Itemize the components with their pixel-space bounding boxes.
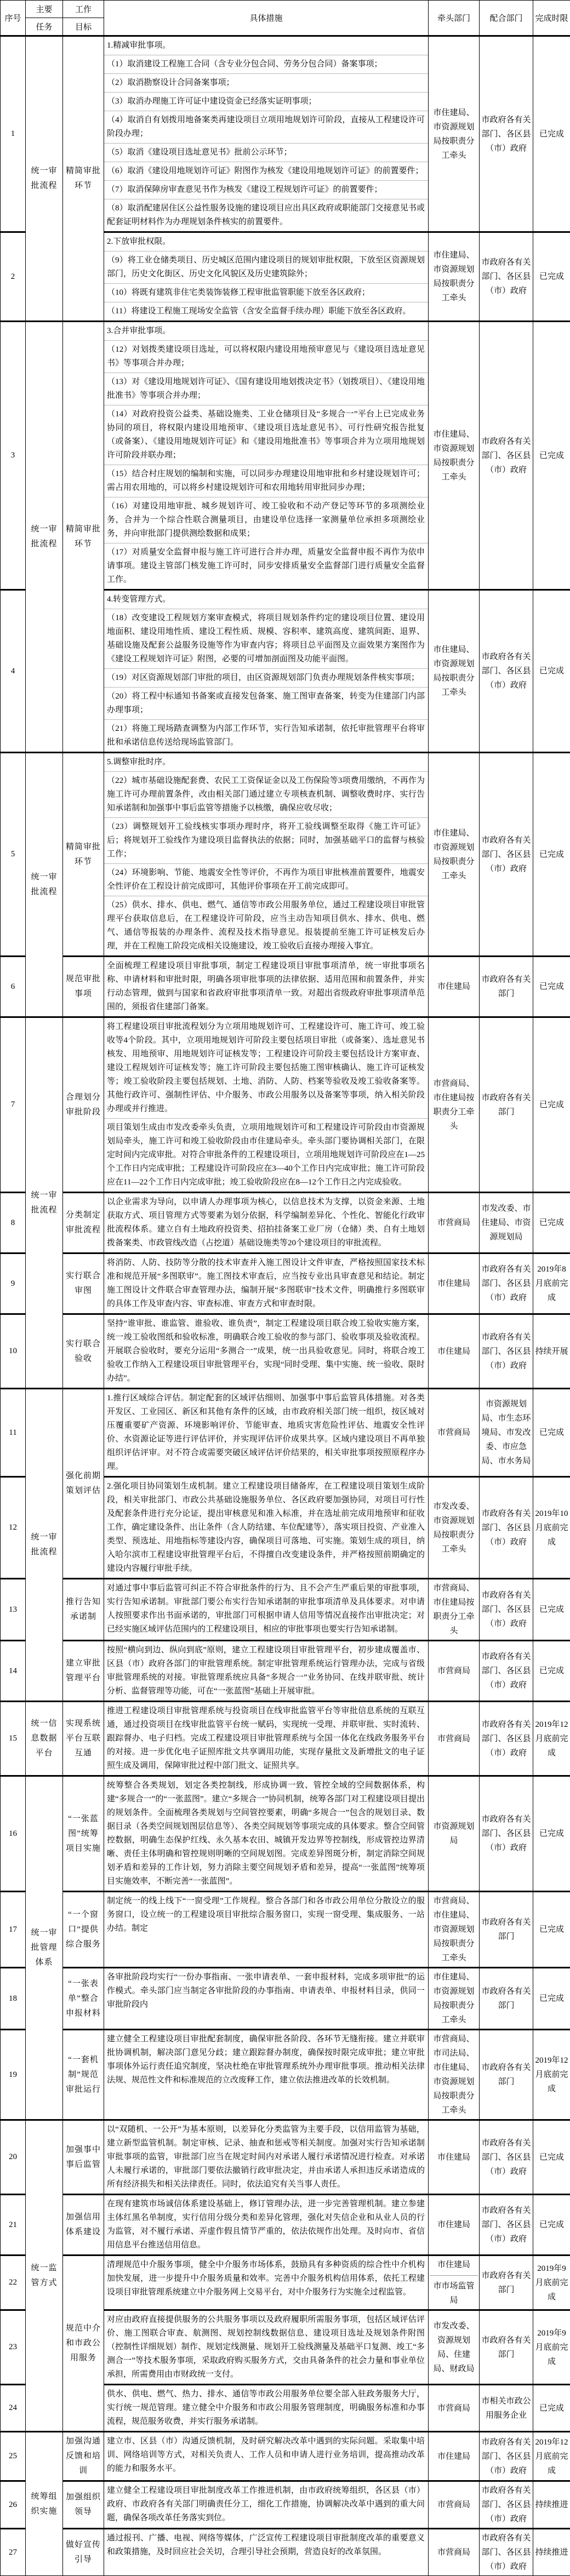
header-goal-top: 工作 [63, 1, 104, 18]
main-task-cell: 统一审批流程 [26, 1017, 63, 1389]
lead-dept-cell [429, 1253, 480, 1314]
table-row [1, 753, 570, 957]
row-number-cell: 23 [1, 2310, 26, 2385]
lead-dept-cell [429, 1017, 480, 1193]
deadline-cell: 2019年12月底前完成 [533, 1702, 570, 1776]
main-task-cell: 统一审批流程 [26, 36, 63, 322]
measure-item: （4）取消自有划拨用地备案类再建设项目立项用地规划许可阶段，直接从工程建设许可阶段办理； [104, 111, 428, 143]
measure-item: 制定统一的线上线下“一窗受理”工作规程。整合各部门和各市政公用单位分散设立的服务窗口，设立统一的工程建设项目审批综合服务窗口，实现一窗受理、集成服务、一站办结。制定 [104, 1892, 428, 1938]
table-row [1, 1193, 570, 1253]
measure-item: （21）将施工现场踏查调整为内部工作环节，实行告知承诺制，依托审批管理平台将审批和承诺信息传送给现场监管部门。 [104, 719, 428, 752]
table-row [1, 1702, 570, 1776]
lead-dept-cell [429, 957, 480, 1017]
header-goal-bottom: 目标 [63, 18, 104, 35]
measure-item: 通过报刊、广播、电视、网络等媒体，广泛宣传工程建设项目审批制度改革的重要意义和政策措施，及时回应社会关切，合理引导社会预期，营造良好的改革氛围。 [104, 2529, 428, 2561]
lead-dept-name: 市住建局、市资源规划局按职责分工牵头 [430, 643, 478, 700]
row-number-cell: 9 [1, 1253, 26, 1314]
main-task-cell: 统一审批流程 [26, 753, 63, 1017]
goal-cell: “一套机制”规范审批运行 [63, 2030, 104, 2120]
deadline-cell: 已完成 [533, 322, 570, 590]
header-main-task-top: 主要 [26, 1, 62, 18]
lead-dept-cell [429, 1776, 480, 1892]
goal-cell: 做好宣传引导 [63, 2529, 104, 2576]
main-task-cell: 统一审批管理体系 [26, 1776, 63, 2120]
table-row [1, 2256, 570, 2310]
measures-cell [104, 1193, 429, 1253]
support-dept-cell: 市政府各有关部门、各区县（市）政府 [480, 753, 533, 957]
header-deadline: 完成时限 [533, 1, 570, 36]
row-number-cell: 7 [1, 1017, 26, 1193]
lead-dept-name: 市住建局、市资源规划局按职责分工牵头 [430, 826, 478, 883]
measures-cell [104, 2481, 429, 2529]
measure-item: （7）取消保障房审查意见书作为核发《建设工程规划许可证》的前置要件； [104, 180, 428, 199]
header-main-task [26, 1, 63, 36]
measure-item: 项目策划生成由市发改委牵头负责，立项用地规划许可和工程建设许可阶段由市资源规划局牵头，施工许可和竣工验收阶段由市住建局牵头。牵头部门要协调相关部门，在限定时间内完成审批。对符合审批条件的工程建设项目，立项用地规划许可阶段应在1—25个工作日内完成审批；工程建设许可阶段应在3—40个工作日内完成审批；施工许可阶段应在11—22个工作日内完成审批；竣工验收阶段应在8—12个工作日之内完成验收。 [104, 1118, 428, 1192]
table-row [1, 2481, 570, 2529]
lead-dept-name: 市营商局 [430, 1426, 478, 1440]
lead-dept-cell [429, 2385, 480, 2432]
support-dept-cell: 市政府各有关部门 [480, 1017, 533, 1193]
measure-item: （20）将工程中标通知书备案或直接发包备案、施工图审查备案，转变为住建部门内部办理事项； [104, 687, 428, 719]
lead-dept-cell [429, 2529, 480, 2576]
goal-cell: 精简审批环节 [63, 36, 104, 322]
deadline-cell: 持续推进 [533, 2529, 570, 2576]
lead-dept-cell [429, 2030, 480, 2120]
row-number-cell: 21 [1, 2195, 26, 2256]
lead-dept-name: 市营商局 [430, 2498, 478, 2512]
measures-cell [104, 232, 429, 322]
measure-item: （25）供水、排水、供电、燃气、通信等市政公用服务单位，通过工程建设项目审批管理平台获取信息后，在工程建设许可阶段，应当主动告知项目供水、排水、供电、燃气、通信等报装的办理条件、流程及技术指导意见。报装提前至施工许可证核发后办理，并在工程施工阶段完成相关设施建设，竣工验收后直接办理接入事宜。 [104, 896, 428, 955]
measure-item: 供水、供电、燃气、热力、排水、通信等市政公用服务单位要全部入驻政务服务大厅，实行统一规范管理。建立健全中介服务和市政公用服务管理制度，明确服务标准和办事流程，规范服务收费，并实行服务承诺制。 [104, 2385, 428, 2431]
main-task-cell: 统筹组织实施 [26, 2432, 63, 2576]
lead-dept-cell [429, 2120, 480, 2195]
support-dept-cell: 市政府各有关部门、各区县（市）政府 [480, 1776, 533, 1892]
support-dept-cell: 市资源规划局、市生态环境局、市发改委、市应急局、市水务局 [480, 1389, 533, 1477]
goal-cell: 加强沟通反馈和培训 [63, 2432, 104, 2481]
measure-item: 1.推行区域综合评估。制定配套的区域评估细则、加强事中事后监管具体措施。对各类开发区、工业园区、新区和其他有条件的区域，由市政府相关部门统一组织，按区域对压覆重要矿产资源、环境影响评价、节能审查、地质灾害危险性评估、地震安全性评价、水资源论证等进行评估评价，并实现评估评价成果共享。区域内建设项目不再单独组织评估评审。对不符合或需要突破区域评估评价结果的，相关审批事项按照原程序办理。 [104, 1389, 428, 1476]
goal-cell: 实行联合验收 [63, 1314, 104, 1389]
measure-item: 3.合并审批事项。 [104, 322, 428, 340]
measures-cell [104, 2195, 429, 2256]
lead-dept-cell [429, 1477, 480, 1579]
goal-cell: 实现系统平台互联互通 [63, 1702, 104, 1776]
support-dept-cell: 市政府各有关部门、各区县（市）政府 [480, 322, 533, 590]
goal-cell: 建立审批管理平台 [63, 1641, 104, 1702]
lead-dept-cell [429, 2310, 480, 2385]
main-task-cell: 统一监管方式 [26, 2120, 63, 2432]
goal-cell: 加强信用体系建设 [63, 2195, 104, 2256]
deadline-cell: 2019年12月底前完成 [533, 2030, 570, 2120]
table-row [1, 1017, 570, 1193]
support-dept-cell: 市政府各有关部门、各区县（市）政府 [480, 232, 533, 322]
goal-cell: 规范审批事项 [63, 957, 104, 1017]
measure-item: （8）取消配建居住区公益性服务设施的建设项目应出具区政府或职能部门交接意见书或配套证明材料作为办理规划条件核实的前置要件。 [104, 199, 428, 231]
goal-cell: 强化前期策划评估 [63, 1389, 104, 1579]
support-dept-cell: 市政府各有关部门、各区县（市）政府 [480, 590, 533, 753]
lead-dept-name: 市营商局、市住建局按职责分工牵头 [430, 1581, 478, 1638]
support-dept-cell: 市政府各有关部门、各区县（市）政府 [480, 2481, 533, 2529]
deadline-cell: 2019年9月底前完成 [533, 2310, 570, 2385]
lead-dept-cell [429, 36, 480, 232]
lead-dept-name: 市住建局 [430, 2258, 478, 2272]
lead-dept-cell [429, 2195, 480, 2256]
header-goal [63, 1, 104, 36]
lead-dept-cell [429, 1193, 480, 1253]
table-row [1, 1253, 570, 1314]
measure-item: 坚持“谁审批、谁监管、谁验收、谁负责”，制定工程建设项目联合竣工验收实施方案，统一竣工验收图纸和验收标准，明确联合竣工验收的参与部门、验收事项及验收流程。开展联合验收时，要充分运用“多测合一”成果，统一出具验收意见。同时，将联合竣工验收工作纳入工程建设项目审批管理平台，实现“同时受理、集中实施、统一验收、限时办结”。 [104, 1315, 428, 1388]
lead-dept-name: 市住建局 [430, 1276, 478, 1291]
table-row [1, 1641, 570, 1702]
support-dept-cell: 市政府各有关部门、各区县（市）政府 [480, 1314, 533, 1389]
measure-item: 对应由政府直接提供服务的公共服务事项以及政府履职所需服务事项，包括区域评估评价、施工图联合审查、航测图、规划控制线数据信息、建设项目选址及规划条件附图（控制性详细规划）制作、规划定线测量、规划开工验线测量及基础平口复测、竣工“多测合一”等技术服务事项，采取政府购买服务方式，交由具备条件的社会力量和事业单位承担，所需费用由市财政统一支付。 [104, 2311, 428, 2384]
measures-cell [104, 1776, 429, 1892]
measure-item: （18）改变建设工程规划方案审查模式，将项目规划条件约定的建设项目位置、建设用地面积、建设用地性质、建设工程性质、规模、容积率、建筑高度、建筑间距、退界、基础设施及配套公益服务设施等作为审查内容；将项目总平面图及立面效果方案图作为《建设工程规划许可证》附图，必要的可增加剖面图及功能平面图。 [104, 609, 428, 668]
deadline-cell: 已完成 [533, 753, 570, 957]
row-number-cell: 24 [1, 2385, 26, 2432]
lead-dept-name: 市营商局 [430, 2545, 478, 2560]
table-row [1, 2030, 570, 2120]
table-row [1, 36, 570, 232]
goal-cell: “一张表单”整合申报材料 [63, 1968, 104, 2030]
goal-cell: 实行联合审图 [63, 1253, 104, 1314]
deadline-cell: 2019年10月底前完成 [533, 1477, 570, 1579]
goal-cell: 分类制定审批流程 [63, 1193, 104, 1253]
measure-item: 以“双随机、一公开”为基本原则，以差异化分类监管为主要手段，以信用监管为基础，建立新型监管机制。制定审核、记录、抽查和惩戒等相关制度。加强对实行告知承诺制审批事项的监管，审批部门应当在规定时间内对承诺人履行承诺情况进行检查。对承诺人未履行承诺的，审批部门要依法撤销行政审批决定，并由承诺人承担违反承诺造成的所有经济损失和相关法律责任。同时，依法追究有关当事人责任。 [104, 2121, 428, 2194]
row-number-cell: 3 [1, 322, 26, 590]
measure-item: 清理规范中介服务事项，健全中介服务市场体系，鼓励具有多种资质的综合性中介机构加快发展，进一步提升中介服务质量和效率。完善中介服务机构信用体系，依托工程建设项目审批管理系统建立中介服务网上交易平台，对中介服务行为实施全过程监管。 [104, 2256, 428, 2302]
measures-cell [104, 2432, 429, 2481]
deadline-cell: 已完成 [533, 1017, 570, 1193]
measure-item: 统筹整合各类规划，划定各类控制线，形成协调一致、管控全域的空间数据体系，构建“多规合一”的“一张蓝图”。建立“多规合一”协同机制，统筹各部门对工程建设项目提出的规划条件。全面梳理各类规划与空间管控要素，明确“多规合一”包含的规划目录、数据目录（各类空间规划图层信息等）、各类空间规划等事项完成的具体要求。整合空间管控数据，明确生态保护红线、永久基本农田、城镇开发边界等控制线，形成管控边界清晰、责任主体明确和管控规则明晰的空间规划图。完成差异图斑分析，制定消除空间规划矛盾和差异的工作计划，努力消除主要空间规划矛盾和差异，提高“一张蓝图”统筹项目实施效率，不断完善“一张蓝图”。 [104, 1777, 428, 1891]
lead-dept-name: 市住建局 [430, 1344, 478, 1359]
support-dept-cell: 市政府各有关部门、各区县（市）政府 [480, 1641, 533, 1702]
measure-item: （14）对政府投资公益类、基础设施类、工业仓储项目及“多规合一”平台上已完成业务协同的项目，将权限内建设用地预审、《建设项目选址意见书》、可行性研究报告批复（或备案）、《建设用地规划许可证》和《建设用地批准书》等事项合并为立项用地规划许可阶段并联办理； [104, 405, 428, 465]
lead-dept-cell [429, 1892, 480, 1968]
row-number-cell: 5 [1, 753, 26, 957]
deadline-cell: 已完成 [533, 2120, 570, 2195]
measures-cell [104, 36, 429, 232]
row-number-cell: 26 [1, 2481, 26, 2529]
table-row [1, 2195, 570, 2256]
measures-cell [104, 753, 429, 957]
deadline-cell: 已完成 [533, 2195, 570, 2256]
header-no: 序号 [1, 1, 26, 36]
support-dept-cell: 市政府各有关部门、各区县（市）政府 [480, 1702, 533, 1776]
row-number-cell: 17 [1, 1892, 26, 1968]
lead-dept-name: 市住建局 [430, 2218, 478, 2232]
measures-cell [104, 2310, 429, 2385]
table-row [1, 1579, 570, 1641]
row-number-cell: 16 [1, 1776, 26, 1892]
lead-dept-cell [429, 753, 480, 957]
row-number-cell: 14 [1, 1641, 26, 1702]
row-number-cell: 4 [1, 590, 26, 753]
measures-cell [104, 2385, 429, 2432]
deadline-cell: 已完成 [533, 590, 570, 753]
row-number-cell: 12 [1, 1477, 26, 1579]
measures-cell [104, 1702, 429, 1776]
measure-item: 将工程建设项目审批流程划分为立项用地规划许可、工程建设许可、施工许可、竣工验收等4个阶段。其中，立项用地规划许可阶段主要包括项目审批（或备案）、选址意见书核发、用地预审、用地规划许可证核发等；工程建设许可阶段主要包括设计方案审查、建设工程规划许可证核发等；施工许可阶段主要包括施工图审核确认、施工许可证核发等；竣工验收阶段主要包括规划、土地、消防、人防、档案等验收及竣工验收备案等。其他行政许可、强制性评估、中介服务、市政公用服务以及备案等事项，纳入相关阶段办理或并行推进。 [104, 1018, 428, 1118]
measures-cell [104, 2529, 429, 2576]
support-dept-cell: 市政府各有关部门、各区县（市）政府 [480, 36, 533, 232]
measure-item: 推进工程建设项目审批管理系统与投资项目在线审批监管平台等审批信息系统的互联互通，通过投资项目在线审批监管平台统一赋码，实现统一受理、并联审批、实时流转、跟踪督办、电子归档。完成工程建设项目审批管理系统与全国一体化在线政务服务平台的对接。进一步优化电子证照库批文共享调用功能，实现存量批文及新增批文的电子证照生成及调用，保障审批过程中部门批文、证照共享。 [104, 1702, 428, 1775]
deadline-cell: 持续推进 [533, 2481, 570, 2529]
row-number-cell: 11 [1, 1389, 26, 1477]
measure-item: （17）对质量安全监督申报与施工许可进行合并办理，质量安全监督申报不再作为依申请事项。建设主管部门核发施工许可时，同步安排质量安全监督部门进行质量安全监督工作。 [104, 543, 428, 589]
row-number-cell: 27 [1, 2529, 26, 2576]
measures-cell [104, 2030, 429, 2120]
lead-dept-name: 市营商局、市住建局按职责分工牵头 [430, 1077, 478, 1134]
deadline-cell: 已完成 [533, 1579, 570, 1641]
support-dept-cell: 市政府各有关部门、各区县（市）政府 [480, 2120, 533, 2195]
lead-dept-name: 市住建局、市资源规划局按职责分工牵头 [430, 427, 478, 484]
deadline-cell: 已完成 [533, 1892, 570, 1968]
lead-dept-cell [429, 322, 480, 590]
measure-item: （13）对《建设用地规划许可证》、《国有建设用地划拨决定书》（划拨项目）、《建设用地批准书》等事项合并办理； [104, 373, 428, 405]
support-dept-cell: 市政府各有关部门 [480, 1892, 533, 1968]
deadline-cell: 已完成 [533, 2385, 570, 2432]
measures-cell [104, 1579, 429, 1641]
lead-dept-name: 市市场监管局 [430, 2275, 478, 2308]
measure-item: （9）将工业仓储类项目、历史城区范围内建设项目的规划审批权限，下放至区资源规划部门，历史文化街区、历史文化风貌区及历史建筑除外； [104, 251, 428, 283]
measure-item: （19）对区资源规划部门审批的项目，由区资源规划部门负责办理规划条件核实事项； [104, 668, 428, 687]
goal-cell: “一张蓝图”统筹项目实施 [63, 1776, 104, 1892]
row-number-cell: 20 [1, 2120, 26, 2195]
support-dept-cell: 市政府各有关部门、各区县（市）政府 [480, 2195, 533, 2256]
row-number-cell: 15 [1, 1702, 26, 1776]
support-dept-cell: 市政府各有关部门 [480, 2030, 533, 2120]
lead-dept-name: 市住建局、市资源规划局按职责分工牵头 [430, 1970, 478, 2027]
measure-item: 2.下放审批权限。 [104, 233, 428, 251]
measures-cell [104, 2120, 429, 2195]
measure-item: 4.转变管理方式。 [104, 591, 428, 609]
lead-dept-cell [429, 1968, 480, 2030]
measures-cell [104, 1477, 429, 1579]
table-row [1, 1892, 570, 1968]
support-dept-cell: 市政府各有关部门 [480, 957, 533, 1017]
measure-item: 2.强化项目协同策划生成机制。建立工程建设项目储备库，在工程建设项目策划生成阶段，相关审批部门、市政公共基础设施服务单位、各区政府要加强协同，对项目可行性及配套条件进行充分论证，提出审核意见和准入标准，并在选址前完成用地预审和征收工作，确定建设条件、出让条件（含人防结建、车位配建等），落实项目投资、产业准入类型、预选址、用地指标等建设内容，确保项目可落地、可实施。策划生成的项目，纳入哈尔滨市工程建设审批管理平台后，不得擅自改变建设条件，并严格按照前期确定的建设内容履行审批手续。 [104, 1478, 428, 1578]
support-dept-cell: 市相关市政公用服务企业 [480, 2385, 533, 2432]
row-number-cell: 10 [1, 1314, 26, 1389]
header-main-task-bottom: 任务 [26, 18, 62, 35]
support-dept-cell: 市政府各有关部门 [480, 1968, 533, 2030]
measure-item: （16）对建设用地审批、城乡规划许可、竣工验收和不动产登记等环节的多项测绘业务，合并为一个综合性联合测量项目，由建设单位选择一家测量单位承担多项测绘业务，并向审批部门提供测绘数据和成果； [104, 497, 428, 543]
lead-dept-cell [429, 1579, 480, 1641]
deadline-cell: 已完成 [533, 1776, 570, 1892]
lead-dept-name: 市发改委、市资源规划局按职责分工牵头 [430, 1499, 478, 1556]
lead-dept-name: 市营商局、市住建局、市资源规划局按职责分工牵头 [430, 1894, 478, 1965]
row-number-cell: 25 [1, 2432, 26, 2481]
table-row [1, 322, 570, 590]
goal-cell: “一个窗口”提供综合服务 [63, 1892, 104, 1968]
row-number-cell: 2 [1, 232, 26, 322]
goal-cell: 合理划分审批阶段 [63, 1017, 104, 1193]
measure-item: （3）取消办理施工许可证中建设资金已经落实证明事项； [104, 92, 428, 111]
lead-dept-cell [429, 590, 480, 753]
table-row [1, 1314, 570, 1389]
measure-item: 建立健全工程建设项目审批配套制度，确保审批各阶段、各环节无缝衔接。建立并联审批协调机制，解决部门意见分歧；建立跟踪督办制度，确保按时限完成审批；建立审批事项体外运行责任追究制度，坚决杜绝在审批管理系统外办理审批事项。推动相关法律法规、规范性文件和标准规范的立改废释工作，建立依法推进改革的长效机制。 [104, 2030, 428, 2090]
deadline-cell: 已完成 [533, 232, 570, 322]
lead-dept-cell [429, 2432, 480, 2481]
row-number-cell: 8 [1, 1193, 26, 1253]
deadline-cell: 2019年8月底前完成 [533, 1253, 570, 1314]
lead-dept-cell [429, 2481, 480, 2529]
lead-dept-cell [429, 1702, 480, 1776]
deadline-cell: 已完成 [533, 1193, 570, 1253]
measure-item: 各审批阶段均实行“一份办事指南、一张申请表单、一套申报材料，完成多项审批”的运作模式。牵头部门应当制定各审批阶段的办事指南、申请表单、申报材料目录，供同一审批阶段内 [104, 1968, 428, 2014]
measures-cell [104, 1314, 429, 1389]
measure-item: （24）环境影响、节能、地震安全性等评价，不再作为项目审批核准前置要件，地震安全性评价在工程设计前完成即可，其他评价事项在开工前完成即可。 [104, 863, 428, 896]
row-number-cell: 6 [1, 957, 26, 1017]
deadline-cell: 已完成 [533, 1968, 570, 2030]
measure-item: 将消防、人防、技防等分散的技术审查并入施工图设计文件审查，严格按照国家技术标准和规范开展“多图联审”。施工图技术审查后，应当按专业出具审查意见和结论。制定施工图设计文件联合审查管理办法，编制开展“多图联审”技术文件，明确推行多图联审的具体工作及审查内容、审查标准、审查方式和审查时限。 [104, 1254, 428, 1313]
table-row [1, 957, 570, 1017]
row-number-cell: 18 [1, 1968, 26, 2030]
lead-dept-name: 市住建局 [430, 980, 478, 994]
measures-cell [104, 2256, 429, 2310]
support-dept-cell: 市政府各有关部门 [480, 2256, 533, 2310]
measures-cell [104, 590, 429, 753]
row-number-cell: 19 [1, 2030, 26, 2120]
measures-cell [104, 1968, 429, 2030]
lead-dept-name: 市住建局 [430, 2150, 478, 2165]
measures-cell [104, 1892, 429, 1968]
lead-dept-name: 市营商局、市司法局、市住建局、市资源规划局按职责分工牵头 [430, 2032, 478, 2117]
measures-cell [104, 957, 429, 1017]
measure-item: （5）取消《建设项目选址意见书》批前公示环节； [104, 143, 428, 162]
measures-cell [104, 1641, 429, 1702]
measure-item: 对通过事中事后监管可纠正不符合审批条件的行为、且不会产生严重后果的审批事项，实行告知承诺制。审批部门要公布实行告知承诺制的审批事项清单及具体要求。对申请人按照要求作出书面承诺的，审批部门可根据申请人信用等情况直接作出审批决定；对已经实施区域评估范围内的工程建设项目，相应的审批事项也要实行告知承诺制。 [104, 1579, 428, 1639]
row-number-cell: 1 [1, 36, 26, 232]
measure-item: （22）城市基础设施配套费、农民工工资保证金以及工伤保险等3项费用缴纳，不再作为施工许可办理前置条件，改由相关部门通过建立专项核查机制、调整收费时序、实行告知承诺制和加强事中事后监管等措施予以核缴，确保应收尽收； [104, 771, 428, 817]
row-number-cell: 22 [1, 2256, 26, 2310]
goal-cell: 加强组织领导 [63, 2481, 104, 2529]
goal-cell: 精简审批环节 [63, 322, 104, 753]
measure-item: （15）结合村庄规划的编制和实施，可以同步办理建设用地审批和乡村建设规划许可；需占用农用地的，可以将乡村建设规划许可和农用地转用审批同步办理； [104, 465, 428, 497]
deadline-cell: 2019年12月底前完成 [533, 2432, 570, 2481]
table-row [1, 1776, 570, 1892]
measure-item: （6）取消《建设用地规划许可证》附图作为核发《建设用地规划许可证》的前置要件； [104, 162, 428, 180]
support-dept-cell: 市政府各有关部门、各区县（市）政府 [480, 1477, 533, 1579]
support-dept-cell: 市政府各有关部门、各区县（市）政府 [480, 1253, 533, 1314]
measure-item: 按照“横向到边、纵向到底”原则，建立工程建设项目审批管理平台，初步建成覆盖市、区县（市）政府各部门的审批管理系统。制定审批管理系统运行管理办法，完成与省级审批管理系统的对接。审批管理系统应具备“多规合一”业务协同、在线并联审批、统计分析、监督管理等功能，可在“一张蓝图”基础上开展审批。 [104, 1641, 428, 1701]
support-dept-cell: 市政府各有关部门、各区县（市）政府 [480, 2432, 533, 2481]
lead-dept-name: 市住建局、市资源规划局按职责分工牵头 [430, 248, 478, 305]
main-task-cell: 统一审批流程 [26, 322, 63, 753]
measure-item: 建立市、区县（市）沟通反馈机制，及时研究解决改革中遇到的实际问题。采取集中培训、网络培训等方式，对相关负责人、工作人员和申请人进行业务培训，提高推动改革的能力和服务水平。 [104, 2432, 428, 2478]
header-row [1, 1, 570, 36]
lead-dept-name: 市住建局 [430, 2449, 478, 2464]
measure-item: 以企业需求为导向，以申请人办理事项为核心，以信息技术为支撑，以资金来源、土地获取方式、项目管理方式等要素为划分依据，科学编制差异化、个性化、智能化行政审批流程体系。建立自有土地政府投资类、招拍挂备案工业厂房（仓储）类、自有土地划拨备案类、市政管线改造（占挖道）基础设施类等20个建设项目的审批流程。 [104, 1193, 428, 1252]
table-row [1, 1968, 570, 2030]
goal-cell: 规范中介和市政公用服务 [63, 2256, 104, 2432]
support-dept-cell: 市政府各有关部门 [480, 2310, 533, 2385]
support-dept-cell: 市发改委、市住建局、市资源规划局 [480, 1193, 533, 1253]
lead-dept-name: 市住建局、市资源规划局按职责分工牵头 [430, 106, 478, 163]
lead-dept-cell [429, 1389, 480, 1477]
measure-item: （11）将建设工程施工现场安全监管（含安全监督手续办理）职能下放至各区政府。 [104, 302, 428, 320]
measure-item: 全面梳理工程建设项目审批事项，制定工程建设项目审批事项清单，统一审批事项名称、申请材料和审批时限，明确各项审批事项的法律依据、适用范围和前置条件，并实行动态管理，做到与国家和省政府审批事项清单一致。对超出省级政府审批事项清单范围的，须报省住建部门备案。 [104, 957, 428, 1016]
header-lead-dept: 牵头部门 [429, 1, 480, 36]
goal-cell: 推行告知承诺制 [63, 1579, 104, 1641]
lead-dept-name: 市资源规划局 [430, 1819, 478, 1848]
measure-item: （10）将既有建筑非住宅类装饰装修工程审批监管职能下放至各区政府； [104, 283, 428, 302]
main-task-cell: 统一信息数据平台 [26, 1702, 63, 1776]
deadline-cell: 已完成 [533, 1389, 570, 1477]
support-dept-cell: 市政府各有关部门、各区县（市）政府 [480, 2529, 533, 2576]
deadline-cell: 持续开展 [533, 1314, 570, 1389]
deadline-cell: 已完成 [533, 36, 570, 232]
measure-item: （12）对划拨类建设项目选址，可以将权限内建设用地预审意见与《建设项目选址意见书》等事项合并办理； [104, 340, 428, 373]
measure-item: 1.精减审批事项。 [104, 37, 428, 55]
goal-cell: 加强事中事后监管 [63, 2120, 104, 2195]
goal-cell: 精简审批环节 [63, 753, 104, 957]
deadline-cell: 已完成 [533, 957, 570, 1017]
main-task-cell: 统一审批流程 [26, 1389, 63, 1702]
lead-dept-cell [429, 232, 480, 322]
deadline-cell: 已完成 [533, 1641, 570, 1702]
measure-item: （2）取消勘察设计合同备案事项； [104, 73, 428, 92]
lead-dept-name: 市营商局 [430, 2401, 478, 2415]
measure-item: 在现有建筑市场诚信体系建设基础上，修订管理办法，进一步完善管理机制。建立参建主体红黑名单制度，实行信用分级分类和差异化管理，强化对失信企业和从业人员的行为监管，对不履行承诺、弄虚作假且情节严重的，依法依规作出处理。及时向市、省信用信息平台推送信用信息。 [104, 2195, 428, 2254]
lead-dept-cell [429, 1314, 480, 1389]
measures-cell [104, 1389, 429, 1477]
lead-dept-name: 市营商局 [430, 1732, 478, 1746]
measure-item: 5.调整审批时序。 [104, 753, 428, 771]
header-support-dept: 配合部门 [480, 1, 533, 36]
measures-cell [104, 322, 429, 590]
table-body [1, 36, 570, 2576]
table-row [1, 2120, 570, 2195]
header-measures: 具体措施 [104, 1, 429, 36]
measures-cell [104, 1017, 429, 1193]
lead-dept-cell [429, 1641, 480, 1702]
table-row [1, 1389, 570, 1477]
deadline-cell: 2019年9月底前完成 [533, 2256, 570, 2310]
measures-cell [104, 1253, 429, 1314]
table-row [1, 2432, 570, 2481]
row-number-cell: 13 [1, 1579, 26, 1641]
lead-dept-cell [429, 2256, 480, 2310]
support-dept-cell: 市政府各有关部门、各区县（市）政府 [480, 1579, 533, 1641]
table-row [1, 2529, 570, 2576]
lead-dept-name: 市营商局 [430, 1664, 478, 1678]
measure-item: 建立健全工程建设项目审批制度改革工作推进机制，由市政府统筹组织，各区县（市）政府、市政府各有关部门明确责任分工，细化工作措施，协调解决改革中遇到的重大问题，确保各项改革任务落实到位。 [104, 2482, 428, 2527]
measure-item: （1）取消建设工程施工合同（含专业分包合同、劳务分包合同）备案事项； [104, 55, 428, 73]
lead-dept-name: 市发改委、资源规划局、住建局、财政局 [430, 2319, 478, 2376]
lead-dept-name: 市营商局 [430, 1216, 478, 1230]
measure-item: （23）调整规划开工验线核实事项办理时序，将开工验线调整至取得《施工许可证》后；将规划开工验线作为建设项目监督执法的依据；同时，加强基础平口的监督与核验工作； [104, 817, 428, 863]
